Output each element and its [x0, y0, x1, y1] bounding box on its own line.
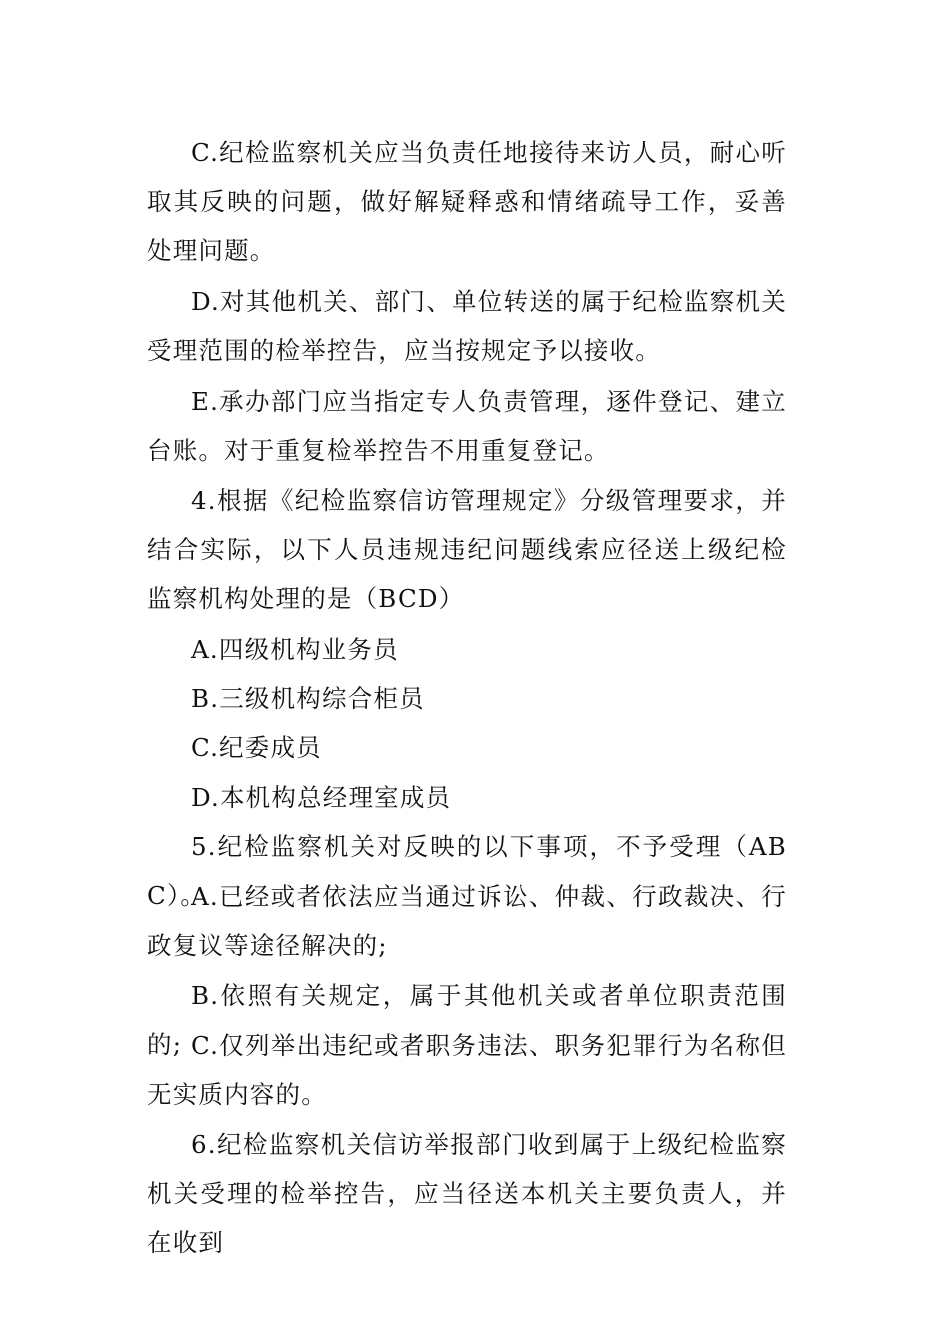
paragraph-option-e-registration: E.承办部门应当指定专人负责管理，逐件登记、建立台账。对于重复检举控告不用重复登记。: [147, 387, 787, 465]
paragraph-q5-option-c: C.仅列举出违纪或者职务违法、职务犯罪行为名称但无实质内容的。: [147, 1031, 787, 1109]
paragraph-option-d-transfer: D.对其他机关、部门、单位转送的属于纪检监察机关受理范围的检举控告，应当按规定予以接收。: [147, 287, 787, 365]
paragraph-q4-option-c: C.纪委成员: [191, 733, 322, 762]
paragraph-q4-option-d: D.本机构总经理室成员: [191, 783, 452, 812]
paragraph-q4-option-a: A.四级机构业务员: [191, 635, 399, 664]
paragraph-q4-option-b: B.三级机构综合柜员: [191, 684, 425, 713]
paragraph-question-4: 4.根据《纪检监察信访管理规定》分级管理要求，并结合实际，以下人员违规违纪问题线索应径送上级纪检监察机构处理的是（BCD）: [147, 486, 787, 613]
paragraph-q5-option-a: A.已经或者依法应当通过诉讼、仲裁、行政裁决、行政复议等途径解决的;: [147, 882, 787, 960]
paragraph-question-6: 6.纪检监察机关信访举报部门收到属于上级纪检监察机关受理的检举控告，应当径送本机关主要负责人，并在收到: [147, 1130, 787, 1257]
paragraph-question-5: 5.纪检监察机关对反映的以下事项，不予受理（ABC）。: [147, 832, 787, 910]
paragraph-q5-option-b: B.依照有关规定，属于其他机关或者单位职责范围的;: [147, 981, 787, 1059]
paragraph-option-c-reception: C.纪检监察机关应当负责任地接待来访人员，耐心听取其反映的问题，做好解疑释惑和情绪疏导工作，妥善处理问题。: [147, 138, 787, 265]
